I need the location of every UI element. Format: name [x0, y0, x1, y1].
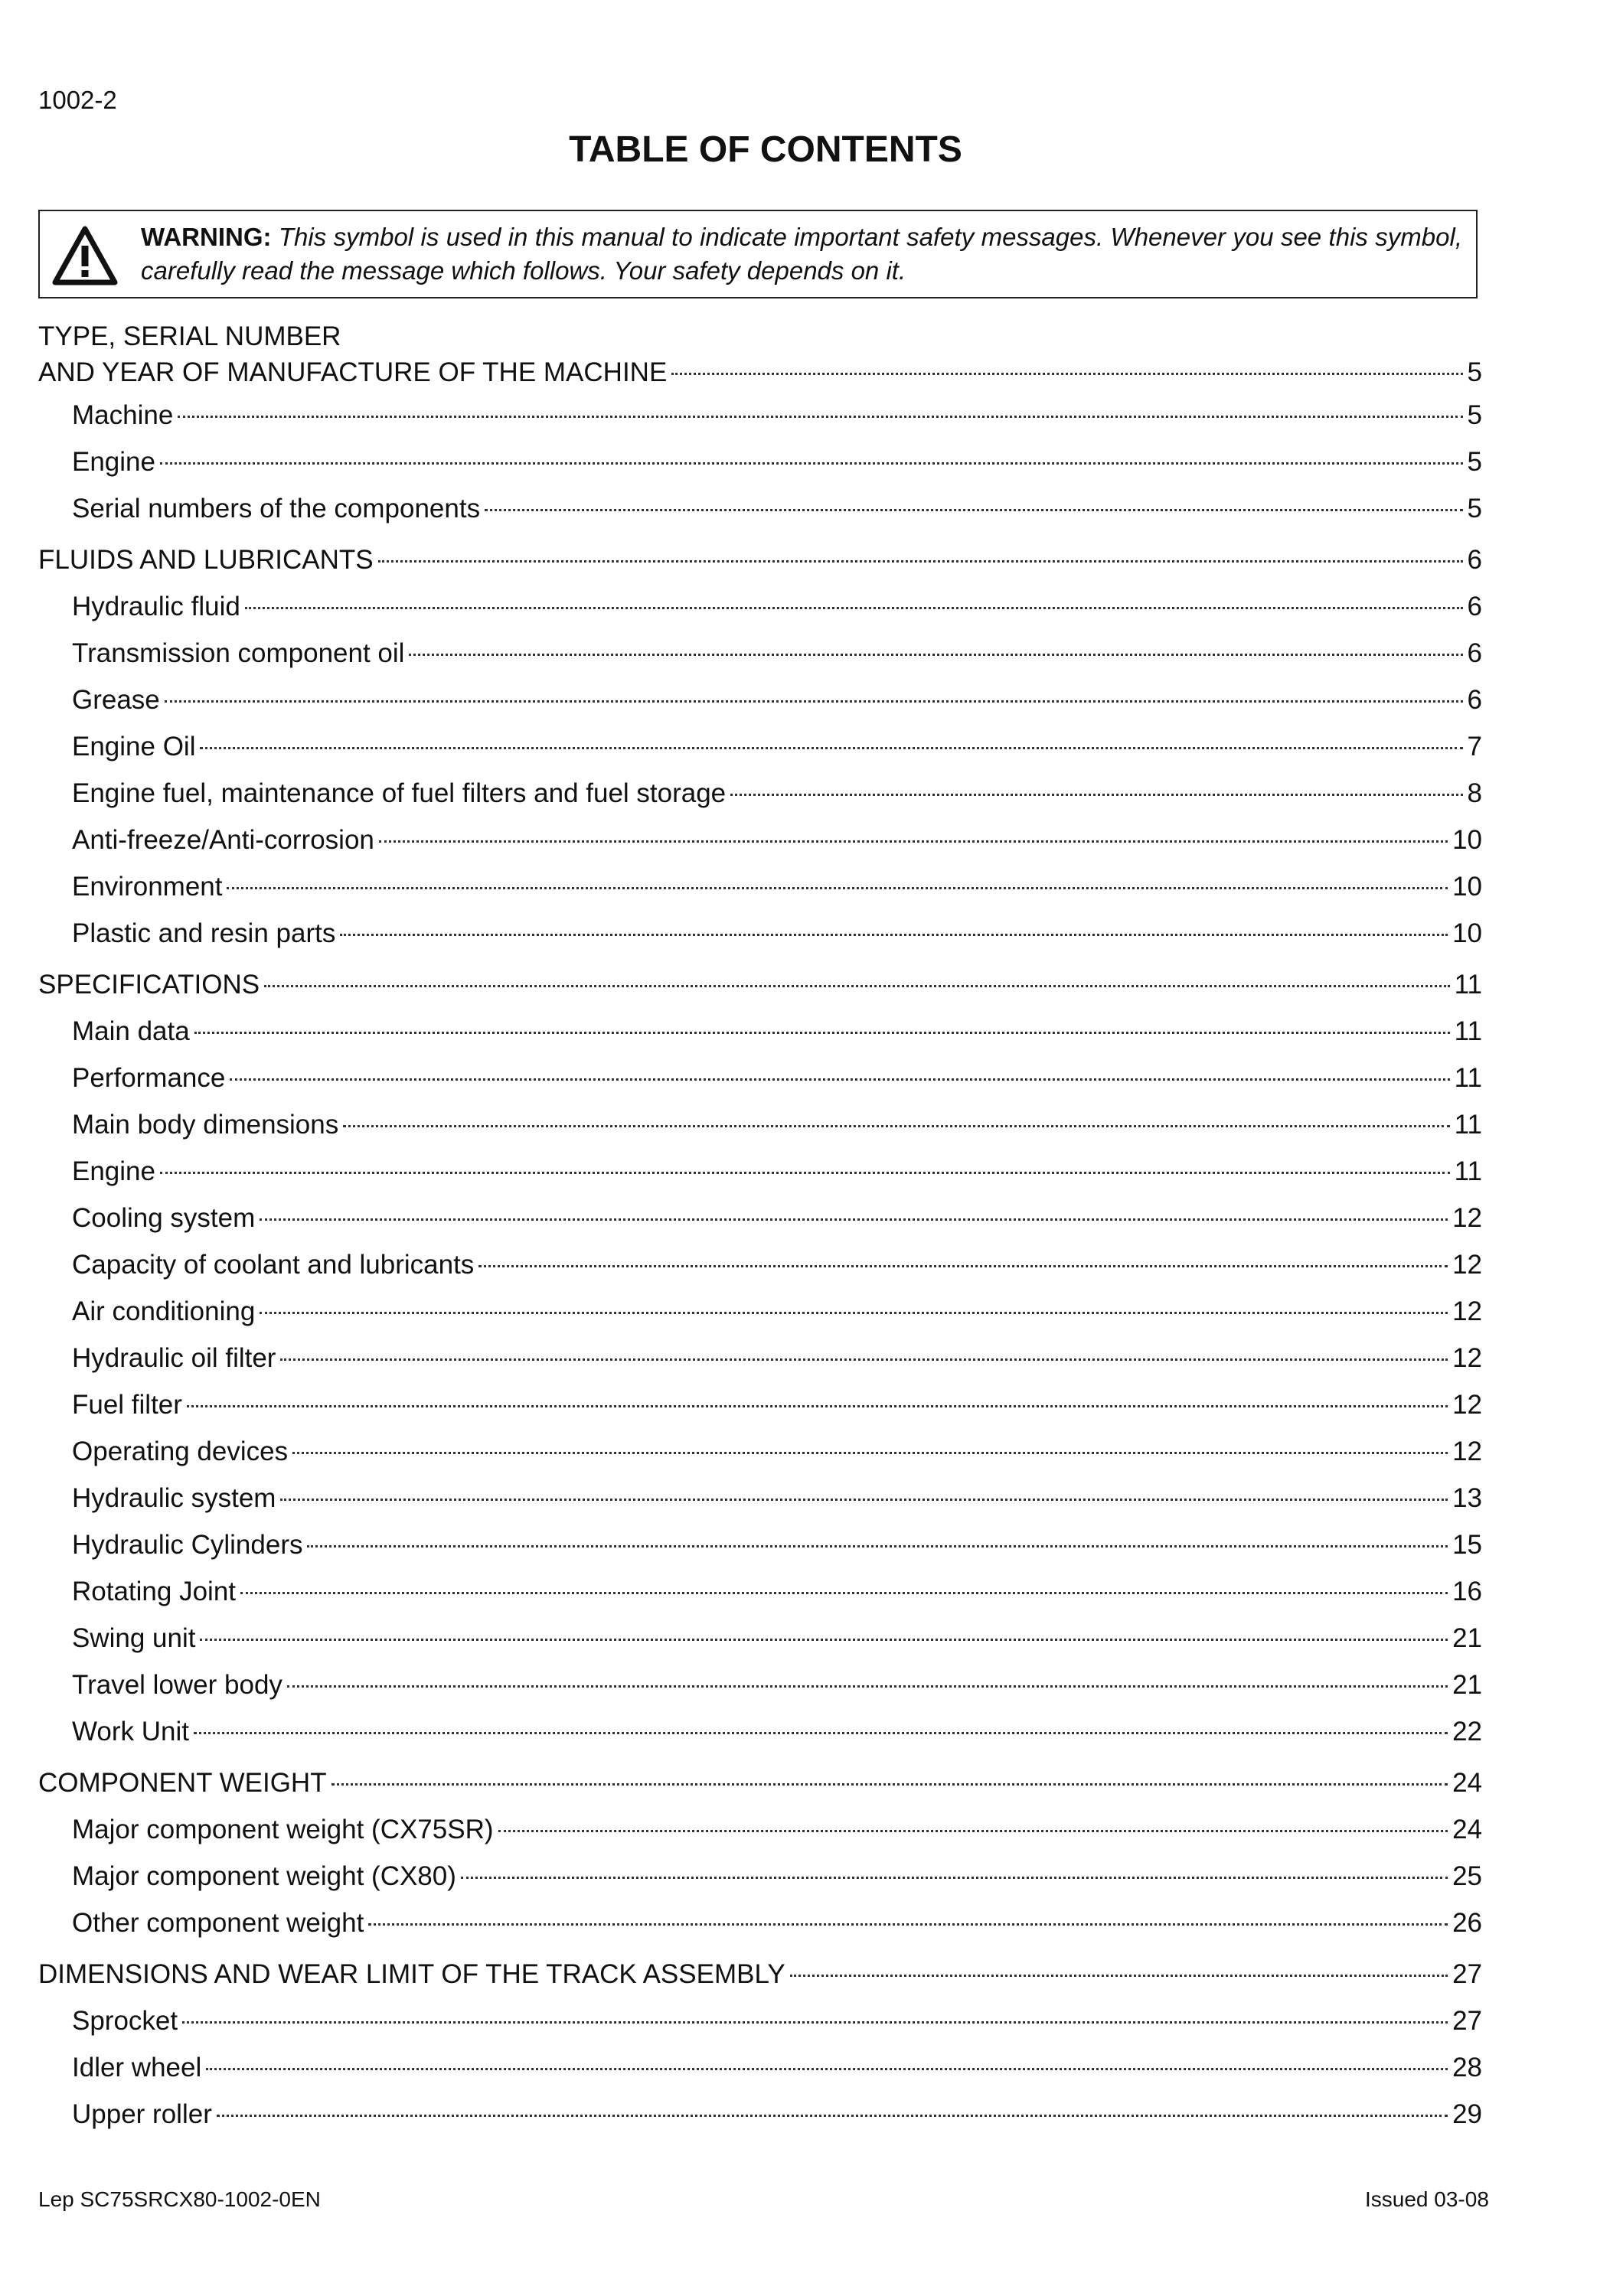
toc-entry-title: Hydraulic fluid — [72, 592, 240, 621]
toc-entry-title: Anti-freeze/Anti-corrosion — [72, 825, 374, 855]
toc-dot-leader — [498, 1830, 1448, 1832]
toc-page-number: 11 — [1454, 1063, 1482, 1093]
toc-entry[interactable] — [38, 723, 1482, 770]
toc-page-number: 11 — [1454, 970, 1482, 1000]
toc-page-number: 11 — [1454, 1016, 1482, 1046]
toc-page-number: 6 — [1467, 545, 1482, 575]
toc-entry-title: Engine — [72, 1156, 155, 1186]
toc-dot-leader — [340, 934, 1448, 936]
toc-page-number: 27 — [1452, 1959, 1482, 1989]
toc-entry[interactable] — [38, 1241, 1482, 1288]
toc-entry[interactable] — [38, 1662, 1482, 1708]
toc-entry[interactable] — [38, 439, 1482, 485]
toc-entry-title: Performance — [72, 1063, 226, 1093]
toc-entry[interactable] — [38, 1381, 1482, 1428]
toc-entry[interactable] — [38, 485, 1482, 532]
table-of-contents — [38, 320, 1482, 2138]
toc-page-number: 21 — [1452, 1623, 1482, 1653]
toc-entry[interactable] — [38, 1853, 1482, 1900]
toc-entry-title: Engine — [72, 447, 155, 477]
toc-section-entry[interactable] — [38, 1951, 1482, 1998]
toc-entry-title: AND YEAR OF MANUFACTURE OF THE MACHINE — [38, 357, 668, 387]
toc-page-number: 6 — [1467, 685, 1482, 715]
toc-dot-leader — [485, 509, 1462, 511]
toc-page-number: 7 — [1467, 732, 1482, 762]
toc-page-number: 11 — [1454, 1110, 1482, 1140]
toc-entry-title: Hydraulic oil filter — [72, 1343, 276, 1373]
toc-entry-title: Machine — [72, 400, 174, 430]
toc-page-number: 28 — [1452, 2053, 1482, 2082]
toc-entry[interactable] — [38, 630, 1482, 677]
toc-page-number: 10 — [1452, 872, 1482, 902]
toc-page-number: 10 — [1452, 918, 1482, 948]
toc-page-number: 12 — [1452, 1343, 1482, 1373]
toc-entry[interactable] — [38, 910, 1482, 957]
toc-entry-title: Sprocket — [72, 2006, 178, 2036]
toc-entry[interactable] — [38, 583, 1482, 630]
toc-entry-title: COMPONENT WEIGHT — [38, 1768, 327, 1798]
toc-dot-leader — [206, 2068, 1448, 2070]
toc-page-number: 5 — [1467, 494, 1482, 523]
toc-entry-title: Capacity of coolant and lubricants — [72, 1250, 475, 1280]
page-ref: 1002-2 — [38, 86, 117, 114]
toc-entry-title: Hydraulic Cylinders — [72, 1530, 303, 1560]
toc-entry[interactable] — [38, 1806, 1482, 1853]
toc-page-number: 15 — [1452, 1530, 1482, 1560]
toc-entry-title: Upper roller — [72, 2099, 212, 2129]
toc-entry[interactable] — [38, 1288, 1482, 1335]
toc-dot-leader — [240, 1592, 1448, 1594]
toc-section-entry[interactable] — [38, 961, 1482, 1008]
toc-dot-leader — [227, 887, 1448, 889]
toc-entry[interactable] — [38, 770, 1482, 817]
toc-page-number: 16 — [1452, 1577, 1482, 1606]
toc-entry-title: Other component weight — [72, 1908, 364, 1938]
warning-message: This symbol is used in this manual to indicate important safety messages. Whenever you see this symbol, carefully read the message which follows. Your safety depends on it. — [141, 223, 1462, 285]
toc-page-number: 6 — [1467, 592, 1482, 621]
toc-page-number: 26 — [1452, 1908, 1482, 1938]
toc-dot-leader — [292, 1452, 1448, 1454]
toc-dot-leader — [194, 1032, 1450, 1034]
warning-box — [38, 210, 1478, 298]
toc-entry-title: Plastic and resin parts — [72, 918, 336, 948]
toc-entry-title: Major component weight (CX80) — [72, 1861, 456, 1891]
toc-entry-title: Serial numbers of the components — [72, 494, 481, 523]
toc-entry[interactable] — [38, 1055, 1482, 1101]
toc-entry-title: Main data — [72, 1016, 190, 1046]
toc-entry-title: Fuel filter — [72, 1390, 182, 1420]
toc-entry-title: Transmission component oil — [72, 638, 405, 668]
toc-entry-title: Cooling system — [72, 1203, 256, 1233]
toc-page-number: 22 — [1452, 1717, 1482, 1746]
toc-entry[interactable] — [38, 1615, 1482, 1662]
toc-entry[interactable] — [38, 817, 1482, 863]
toc-heading-line: TYPE, SERIAL NUMBER — [38, 321, 341, 351]
toc-entry-title: Air conditioning — [72, 1296, 256, 1326]
toc-entry[interactable] — [38, 1998, 1482, 2044]
toc-dot-leader — [260, 1218, 1448, 1221]
toc-page-number: 29 — [1452, 2099, 1482, 2129]
toc-page-number: 5 — [1467, 447, 1482, 477]
toc-page-number: 12 — [1452, 1203, 1482, 1233]
toc-entry-title: SPECIFICATIONS — [38, 970, 260, 1000]
page-title: TABLE OF CONTENTS — [569, 129, 962, 170]
toc-section-entry[interactable] — [38, 354, 1482, 392]
toc-dot-leader — [331, 1783, 1448, 1786]
toc-entry[interactable] — [38, 392, 1482, 439]
toc-page-number: 13 — [1452, 1483, 1482, 1513]
toc-entry[interactable] — [38, 1475, 1482, 1521]
toc-dot-leader — [230, 1078, 1449, 1081]
toc-entry-title: Environment — [72, 872, 223, 902]
footer-issued: Issued 03-08 — [1365, 2187, 1489, 2211]
toc-dot-leader — [379, 840, 1448, 843]
toc-dot-leader — [182, 2021, 1448, 2024]
toc-entry[interactable] — [38, 1900, 1482, 1946]
toc-entry-title: Rotating Joint — [72, 1577, 237, 1606]
toc-page-number: 12 — [1452, 1250, 1482, 1280]
toc-entry[interactable] — [38, 677, 1482, 723]
toc-entry[interactable] — [38, 2044, 1482, 2091]
toc-dot-leader — [264, 985, 1450, 987]
toc-dot-leader — [200, 1639, 1448, 1641]
toc-page-number: 21 — [1452, 1670, 1482, 1700]
toc-entry-title: Operating devices — [72, 1437, 289, 1466]
toc-entry-title: Travel lower body — [72, 1670, 282, 1700]
toc-section-entry[interactable] — [38, 1760, 1482, 1806]
toc-entry[interactable] — [38, 1568, 1482, 1615]
toc-dot-leader — [378, 560, 1463, 563]
toc-dot-leader — [260, 1312, 1448, 1314]
toc-entry[interactable] — [38, 1008, 1482, 1055]
toc-entry-title: FLUIDS AND LUBRICANTS — [38, 545, 374, 575]
toc-dot-leader — [671, 373, 1462, 375]
toc-dot-leader — [287, 1685, 1448, 1688]
toc-entry-title: DIMENSIONS AND WEAR LIMIT OF THE TRACK ASSEMBLY — [38, 1959, 785, 1989]
toc-dot-leader — [200, 747, 1462, 749]
toc-dot-leader — [178, 416, 1462, 418]
toc-dot-leader — [730, 794, 1462, 796]
toc-section-entry[interactable] — [38, 536, 1482, 583]
toc-dot-leader — [461, 1877, 1448, 1879]
toc-dot-leader — [343, 1125, 1449, 1127]
toc-dot-leader — [280, 1499, 1448, 1501]
toc-dot-leader — [194, 1732, 1448, 1734]
toc-page-number: 25 — [1452, 1861, 1482, 1891]
toc-dot-leader — [160, 1172, 1450, 1174]
toc-dot-leader — [409, 654, 1462, 656]
toc-page-number: 24 — [1452, 1815, 1482, 1844]
toc-entry-title: Grease — [72, 685, 160, 715]
toc-page-number: 12 — [1452, 1390, 1482, 1420]
toc-entry-title: Main body dimensions — [72, 1110, 339, 1140]
toc-entry[interactable] — [38, 1148, 1482, 1195]
toc-dot-leader — [280, 1358, 1448, 1361]
toc-page-number: 11 — [1454, 1156, 1482, 1186]
toc-dot-leader — [307, 1545, 1448, 1548]
toc-page-number: 12 — [1452, 1296, 1482, 1326]
warning-label: WARNING: — [141, 223, 272, 251]
toc-page-number: 5 — [1467, 400, 1482, 430]
toc-page-number: 8 — [1467, 778, 1482, 808]
toc-entry[interactable] — [38, 1335, 1482, 1381]
toc-entry-title: Work Unit — [72, 1717, 189, 1746]
toc-page-number: 12 — [1452, 1437, 1482, 1466]
toc-dot-leader — [160, 462, 1463, 465]
toc-entry[interactable] — [38, 1101, 1482, 1148]
footer-doc-code: Lep SC75SRCX80-1002-0EN — [38, 2187, 321, 2211]
toc-dot-leader — [187, 1405, 1448, 1407]
toc-entry-title: Hydraulic system — [72, 1483, 276, 1513]
toc-entry-title: Major component weight (CX75SR) — [72, 1815, 494, 1844]
toc-page-number: 24 — [1452, 1768, 1482, 1798]
toc-entry-title: Idler wheel — [72, 2053, 202, 2082]
toc-entry[interactable] — [38, 1195, 1482, 1241]
toc-dot-leader — [165, 700, 1463, 703]
toc-page-number: 27 — [1452, 2006, 1482, 2036]
toc-entry[interactable] — [38, 2091, 1482, 2138]
toc-page-number: 6 — [1467, 638, 1482, 668]
warning-triangle-icon — [52, 225, 118, 286]
toc-dot-leader — [368, 1923, 1448, 1926]
toc-page-number: 10 — [1452, 825, 1482, 855]
warning-text — [141, 220, 1462, 288]
toc-entry-title: Engine fuel, maintenance of fuel filters and fuel storage — [72, 778, 727, 808]
toc-dot-leader — [790, 1975, 1448, 1977]
toc-entry[interactable] — [38, 1521, 1482, 1568]
toc-entry-title: Swing unit — [72, 1623, 196, 1653]
toc-page-number: 5 — [1467, 357, 1482, 387]
toc-entry[interactable] — [38, 1428, 1482, 1475]
toc-dot-leader — [245, 607, 1463, 609]
toc-dot-leader — [478, 1265, 1448, 1267]
toc-dot-leader — [217, 2115, 1448, 2117]
toc-entry[interactable] — [38, 1708, 1482, 1755]
toc-entry-title: Engine Oil — [72, 732, 196, 762]
toc-entry[interactable] — [38, 863, 1482, 910]
